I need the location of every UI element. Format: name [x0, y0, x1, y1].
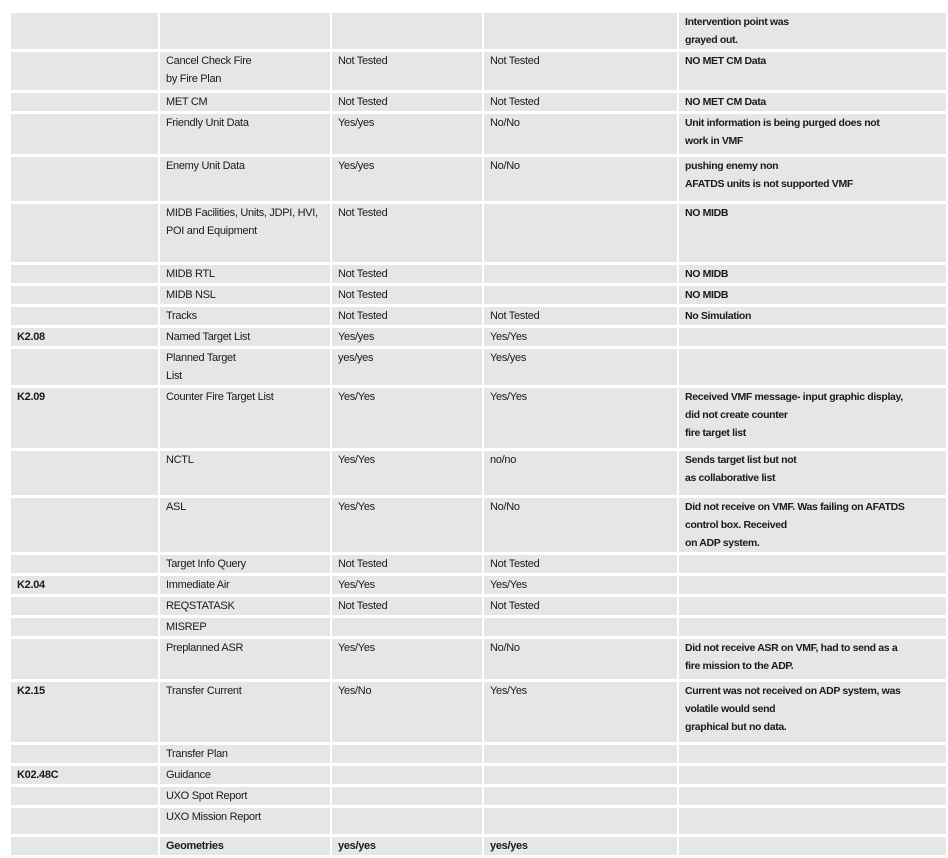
- cell-remarks: [677, 597, 946, 615]
- cell-id: [11, 204, 158, 262]
- cell-remarks: [677, 837, 946, 855]
- cell-remarks: [677, 618, 946, 636]
- cell-col4: Not Tested: [482, 597, 677, 615]
- cell-item-line: Cancel Check Fire: [166, 55, 252, 67]
- cell-remarks-line: fire target list: [685, 427, 746, 439]
- cell-id: [11, 451, 158, 495]
- cell-item: [158, 114, 330, 154]
- cell-remarks-line: No Simulation: [685, 310, 752, 322]
- cell-item-line: by Fire Plan: [166, 73, 222, 85]
- cell-col3: Not Tested: [330, 93, 482, 111]
- cell-item-line: MISREP: [166, 621, 207, 633]
- cell-item: [158, 682, 330, 742]
- cell-remarks-line: Current was not received on ADP system, was: [685, 685, 901, 697]
- table-row: [11, 93, 946, 111]
- cell-item-line: UXO Mission Report: [166, 811, 261, 823]
- cell-col4: [482, 745, 677, 763]
- cell-remarks-line: NO MET CM Data: [685, 96, 766, 108]
- cell-col3: Not Tested: [330, 204, 482, 262]
- table-row: [11, 576, 946, 594]
- cell-id: [11, 93, 158, 111]
- cell-col4: [482, 787, 677, 805]
- cell-col4: [482, 618, 677, 636]
- table-row: [11, 745, 946, 763]
- cell-remarks: [677, 349, 946, 385]
- cell-remarks: [677, 639, 946, 679]
- cell-col3: [330, 618, 482, 636]
- cell-item-line: Transfer Plan: [166, 748, 228, 760]
- cell-item: [158, 388, 330, 448]
- cell-item-line: Immediate Air: [166, 579, 230, 591]
- cell-item: [158, 451, 330, 495]
- cell-remarks-line: Received VMF message- input graphic display,: [685, 391, 903, 403]
- cell-col3: Yes/No: [330, 682, 482, 742]
- table-row: [11, 114, 946, 154]
- cell-id: K02.48C: [11, 766, 158, 784]
- cell-id: [11, 639, 158, 679]
- cell-remarks-line: did not create counter: [685, 409, 788, 421]
- cell-item: [158, 837, 330, 855]
- cell-item: [158, 808, 330, 834]
- cell-item: [158, 157, 330, 201]
- table-row: [11, 787, 946, 805]
- cell-id: [11, 597, 158, 615]
- cell-col3: Yes/yes: [330, 328, 482, 346]
- cell-id: [11, 349, 158, 385]
- cell-col3: Yes/Yes: [330, 451, 482, 495]
- cell-remarks-line: volatile would send: [685, 703, 776, 715]
- cell-id: [11, 808, 158, 834]
- cell-remarks-line: Did not receive on VMF. Was failing on AFATDS: [685, 501, 905, 513]
- cell-remarks-line: Intervention point was: [685, 16, 789, 28]
- cell-remarks: [677, 114, 946, 154]
- cell-col4: Yes/Yes: [482, 682, 677, 742]
- cell-remarks: [677, 93, 946, 111]
- cell-remarks-line: Unit information is being purged does not: [685, 117, 880, 129]
- cell-remarks: [677, 498, 946, 552]
- cell-col4: yes/yes: [482, 837, 677, 855]
- cell-id: [11, 618, 158, 636]
- cell-col4: [482, 13, 677, 49]
- cell-remarks: [677, 576, 946, 594]
- cell-item-line: ASL: [166, 501, 186, 513]
- cell-remarks-line: work in VMF: [685, 135, 743, 147]
- cell-id: [11, 745, 158, 763]
- cell-item: [158, 787, 330, 805]
- cell-col4: [482, 766, 677, 784]
- cell-col3: Not Tested: [330, 286, 482, 304]
- cell-id: [11, 286, 158, 304]
- table-row: [11, 328, 946, 346]
- cell-item-line: UXO Spot Report: [166, 790, 248, 802]
- cell-remarks-line: AFATDS units is not supported VMF: [685, 178, 853, 190]
- cell-col4: [482, 204, 677, 262]
- table-row: [11, 682, 946, 742]
- cell-id: [11, 555, 158, 573]
- cell-remarks: [677, 451, 946, 495]
- cell-col3: Not Tested: [330, 597, 482, 615]
- cell-col3: Yes/Yes: [330, 639, 482, 679]
- cell-item-line: Geometries: [166, 840, 224, 852]
- cell-item: [158, 328, 330, 346]
- cell-item-line: Tracks: [166, 310, 197, 322]
- table-body: [11, 13, 946, 855]
- cell-remarks-line: NO MIDB: [685, 289, 729, 301]
- table-row: [11, 286, 946, 304]
- cell-col3: Not Tested: [330, 265, 482, 283]
- table-row: [11, 597, 946, 615]
- table-row: [11, 555, 946, 573]
- cell-col4: No/No: [482, 639, 677, 679]
- cell-item-line: Friendly Unit Data: [166, 117, 249, 129]
- table-row: [11, 204, 946, 262]
- cell-item-line: Guidance: [166, 769, 211, 781]
- cell-remarks-line: fire mission to the ADP.: [685, 660, 794, 672]
- cell-remarks-line: NO MIDB: [685, 207, 729, 219]
- cell-col3: [330, 745, 482, 763]
- cell-id: [11, 265, 158, 283]
- cell-id: [11, 13, 158, 49]
- cell-remarks: [677, 265, 946, 283]
- cell-item-line: MIDB Facilities, Units, JDPI, HVI,: [166, 207, 318, 219]
- cell-remarks-line: NO MIDB: [685, 268, 729, 280]
- cell-col4: No/No: [482, 157, 677, 201]
- cell-item-line: Preplanned ASR: [166, 642, 244, 654]
- cell-item-line: REQSTATASK: [166, 600, 235, 612]
- cell-item-line: Target Info Query: [166, 558, 246, 570]
- cell-item-line: Named Target List: [166, 331, 250, 343]
- cell-remarks: [677, 766, 946, 784]
- cell-remarks: [677, 808, 946, 834]
- table-row: [11, 766, 946, 784]
- cell-remarks: [677, 286, 946, 304]
- table-row: [11, 451, 946, 495]
- cell-item: [158, 618, 330, 636]
- cell-item: [158, 265, 330, 283]
- cell-id: K2.15: [11, 682, 158, 742]
- cell-remarks-line: on ADP system.: [685, 537, 760, 549]
- cell-col4: Yes/Yes: [482, 388, 677, 448]
- cell-id: [11, 52, 158, 90]
- cell-item: [158, 766, 330, 784]
- cell-remarks: [677, 745, 946, 763]
- cell-id: K2.04: [11, 576, 158, 594]
- cell-id: [11, 787, 158, 805]
- cell-item-line: MIDB RTL: [166, 268, 215, 280]
- cell-col4: [482, 265, 677, 283]
- cell-col4: No/No: [482, 114, 677, 154]
- cell-item: [158, 576, 330, 594]
- cell-remarks-line: NO MET CM Data: [685, 55, 766, 67]
- cell-id: K2.09: [11, 388, 158, 448]
- table-row: [11, 52, 946, 90]
- test-results-table: [11, 10, 946, 858]
- cell-remarks: [677, 52, 946, 90]
- cell-col3: [330, 13, 482, 49]
- cell-col3: Not Tested: [330, 52, 482, 90]
- cell-remarks-line: graphical but no data.: [685, 721, 787, 733]
- cell-col3: Not Tested: [330, 555, 482, 573]
- cell-remarks: [677, 328, 946, 346]
- cell-col4: Not Tested: [482, 52, 677, 90]
- cell-id: [11, 498, 158, 552]
- table-row: [11, 388, 946, 448]
- cell-item: [158, 13, 330, 49]
- cell-remarks: [677, 682, 946, 742]
- cell-id: [11, 157, 158, 201]
- cell-remarks-line: control box. Received: [685, 519, 787, 531]
- table-row: [11, 349, 946, 385]
- cell-col3: Yes/Yes: [330, 388, 482, 448]
- cell-item-line: POI and Equipment: [166, 225, 257, 237]
- cell-item: [158, 93, 330, 111]
- table-row: [11, 307, 946, 325]
- table-row: [11, 639, 946, 679]
- cell-item: [158, 498, 330, 552]
- cell-item: [158, 204, 330, 262]
- cell-remarks: [677, 13, 946, 49]
- cell-col4: Not Tested: [482, 307, 677, 325]
- cell-remarks-line: as collaborative list: [685, 472, 776, 484]
- cell-item: [158, 52, 330, 90]
- cell-col3: Not Tested: [330, 307, 482, 325]
- table-row: [11, 498, 946, 552]
- table-row: [11, 618, 946, 636]
- cell-item-line: Planned Target: [166, 352, 236, 364]
- cell-col4: Yes/yes: [482, 349, 677, 385]
- cell-id: [11, 307, 158, 325]
- cell-item-line: MET CM: [166, 96, 208, 108]
- cell-id: [11, 837, 158, 855]
- cell-col3: yes/yes: [330, 349, 482, 385]
- cell-col3: yes/yes: [330, 837, 482, 855]
- table-row: [11, 157, 946, 201]
- cell-item: [158, 307, 330, 325]
- cell-item: [158, 555, 330, 573]
- cell-col3: [330, 766, 482, 784]
- cell-item: [158, 286, 330, 304]
- cell-id: K2.08: [11, 328, 158, 346]
- cell-item: [158, 349, 330, 385]
- cell-remarks-line: pushing enemy non: [685, 160, 779, 172]
- cell-remarks: [677, 204, 946, 262]
- table-row: [11, 808, 946, 834]
- cell-remarks-line: grayed out.: [685, 34, 738, 46]
- cell-id: [11, 114, 158, 154]
- cell-item-line: MIDB NSL: [166, 289, 216, 301]
- table-row: [11, 13, 946, 49]
- cell-item-line: Counter Fire Target List: [166, 391, 274, 403]
- cell-col4: [482, 808, 677, 834]
- cell-remarks: [677, 388, 946, 448]
- cell-item: [158, 639, 330, 679]
- cell-remarks: [677, 787, 946, 805]
- cell-item-line: Transfer Current: [166, 685, 242, 697]
- cell-col3: Yes/yes: [330, 114, 482, 154]
- cell-remarks-line: Did not receive ASR on VMF, had to send as a: [685, 642, 898, 654]
- cell-remarks-line: Sends target list but not: [685, 454, 797, 466]
- cell-col4: Not Tested: [482, 555, 677, 573]
- cell-item-line: Enemy Unit Data: [166, 160, 245, 172]
- cell-col3: Yes/Yes: [330, 498, 482, 552]
- cell-col3: Yes/yes: [330, 157, 482, 201]
- table-row: [11, 265, 946, 283]
- cell-col3: [330, 787, 482, 805]
- cell-remarks: [677, 157, 946, 201]
- cell-item-line: NCTL: [166, 454, 194, 466]
- cell-item-line: List: [166, 370, 182, 382]
- cell-remarks: [677, 555, 946, 573]
- cell-item: [158, 745, 330, 763]
- table-row: [11, 837, 946, 855]
- cell-col4: Not Tested: [482, 93, 677, 111]
- cell-col3: [330, 808, 482, 834]
- cell-col4: no/no: [482, 451, 677, 495]
- cell-col4: Yes/Yes: [482, 328, 677, 346]
- cell-remarks: [677, 307, 946, 325]
- cell-col4: [482, 286, 677, 304]
- cell-col3: Yes/Yes: [330, 576, 482, 594]
- cell-col4: No/No: [482, 498, 677, 552]
- cell-col4: Yes/Yes: [482, 576, 677, 594]
- cell-item: [158, 597, 330, 615]
